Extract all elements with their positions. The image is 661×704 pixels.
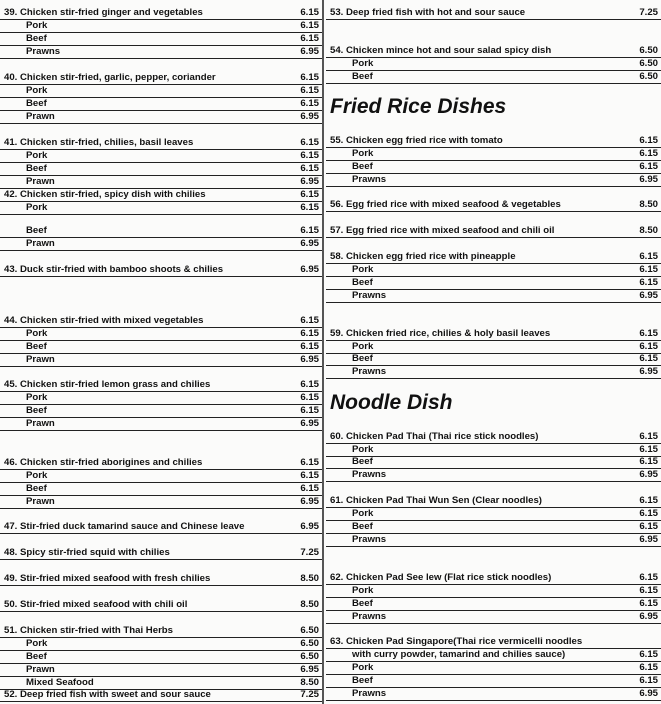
menu-variant-row	[326, 648, 661, 662]
price: 6.15	[300, 470, 319, 481]
price: 6.95	[639, 469, 658, 480]
dish-name: 58. Chicken egg fried rice with pineapple	[330, 251, 516, 262]
price: 6.15	[300, 483, 319, 494]
price: 6.15	[300, 20, 319, 31]
dish-name: 55. Chicken egg fried rice with tomato	[330, 135, 503, 146]
price: 6.15	[300, 98, 319, 109]
variant-name: Pork	[26, 470, 48, 481]
variant-name: Pork	[352, 341, 374, 352]
variant-name: Prawns	[352, 611, 387, 622]
menu-item-row	[0, 188, 322, 202]
menu-variant-row	[326, 584, 661, 598]
variant-name: Prawn	[26, 176, 55, 187]
price: 6.15	[300, 328, 319, 339]
price: 6.15	[639, 161, 658, 172]
variant-name: Beef	[352, 277, 373, 288]
menu-variant-row	[326, 173, 661, 187]
price: 6.15	[639, 251, 658, 262]
price: 7.25	[639, 7, 658, 18]
variant-name: Pork	[352, 662, 374, 673]
menu-item-row	[0, 314, 322, 328]
menu-variant-row	[326, 70, 661, 84]
menu-item-row	[0, 624, 322, 638]
dish-name: 40. Chicken stir-fried, garlic, pepper, coriander	[4, 72, 216, 83]
price: 6.15	[300, 315, 319, 326]
column-divider	[322, 0, 324, 704]
dish-name: 46. Chicken stir-fried aborigines and chilies	[4, 457, 203, 468]
variant-name: Beef	[352, 598, 373, 609]
variant-name: Pork	[352, 508, 374, 519]
price: 6.15	[639, 353, 658, 364]
variant-name: Prawns	[352, 688, 387, 699]
menu-item-row	[0, 688, 322, 702]
price: 6.15	[300, 72, 319, 83]
price: 8.50	[300, 573, 319, 584]
price: 6.95	[300, 111, 319, 122]
price: 6.15	[639, 572, 658, 583]
menu-item-row	[326, 635, 661, 649]
menu-variant-row	[326, 276, 661, 290]
menu-variant-row	[0, 32, 322, 46]
heading-noodle-dish: Noodle Dish	[330, 391, 453, 414]
menu-variant-row	[0, 663, 322, 677]
price: 6.15	[639, 341, 658, 352]
menu-variant-row	[326, 610, 661, 624]
price: 6.15	[639, 675, 658, 686]
dish-name: 41. Chicken stir-fried, chilies, basil leaves	[4, 137, 194, 148]
variant-name: Pork	[352, 264, 374, 275]
menu-item-row	[0, 6, 322, 20]
price: 6.15	[300, 379, 319, 390]
menu-variant-row	[326, 263, 661, 277]
price: 6.15	[300, 163, 319, 174]
menu-variant-row	[0, 175, 322, 189]
price: 6.15	[639, 649, 658, 660]
price: 6.15	[639, 135, 658, 146]
variant-name: Beef	[352, 675, 373, 686]
variant-name: Prawns	[352, 174, 387, 185]
price: 6.15	[639, 456, 658, 467]
menu-variant-row	[326, 687, 661, 701]
price: 6.95	[639, 174, 658, 185]
variant-name: Beef	[26, 405, 47, 416]
price: 6.15	[639, 662, 658, 673]
heading-fried-rice-dishes: Fried Rice Dishes	[330, 95, 507, 118]
variant-name: Beef	[26, 163, 47, 174]
variant-name: Beef	[26, 33, 47, 44]
menu-variant-row	[326, 661, 661, 675]
price: 6.95	[300, 354, 319, 365]
price: 6.95	[300, 238, 319, 249]
menu-item-row	[326, 44, 661, 58]
price: 6.15	[300, 457, 319, 468]
menu-item-row	[326, 494, 661, 508]
dish-name: 49. Stir-fried mixed seafood with fresh chilies	[4, 573, 211, 584]
variant-name: Prawns	[352, 290, 387, 301]
price: 6.50	[639, 45, 658, 56]
price: 6.95	[639, 611, 658, 622]
variant-name: Pork	[26, 392, 48, 403]
dish-name: 45. Chicken stir-fried lemon grass and chilies	[4, 379, 211, 390]
left-menu-column	[0, 0, 322, 704]
price: 6.15	[300, 189, 319, 200]
menu-item-row	[0, 520, 322, 534]
menu-item-row	[0, 598, 322, 612]
price: 6.95	[639, 534, 658, 545]
variant-name: Beef	[26, 483, 47, 494]
menu-variant-row	[0, 162, 322, 176]
variant-name: Pork	[26, 202, 48, 213]
variant-name: Pork	[26, 328, 48, 339]
menu-variant-row	[0, 469, 322, 483]
menu-variant-row	[0, 650, 322, 664]
menu-variant-row	[0, 97, 322, 111]
dish-name: 47. Stir-fried duck tamarind sauce and Chinese leave	[4, 521, 245, 532]
dish-name: 60. Chicken Pad Thai (Thai rice stick noodles)	[330, 431, 539, 442]
variant-name: Pork	[26, 20, 48, 31]
variant-name: Prawns	[352, 469, 387, 480]
price: 6.15	[639, 521, 658, 532]
price: 6.15	[639, 508, 658, 519]
price: 6.15	[639, 264, 658, 275]
variant-name: Beef	[26, 341, 47, 352]
price: 8.50	[639, 199, 658, 210]
menu-variant-row	[0, 45, 322, 59]
price: 6.15	[300, 405, 319, 416]
menu-item-row	[326, 571, 661, 585]
menu-item-row	[0, 572, 322, 586]
right-menu-column	[326, 0, 661, 704]
dish-name: 44. Chicken stir-fried with mixed vegetables	[4, 315, 204, 326]
dish-name: 57. Egg fried rice with mixed seafood and chili oil	[330, 225, 555, 236]
price: 6.15	[300, 392, 319, 403]
variant-name: Mixed Seafood	[26, 677, 94, 688]
variant-name: Pork	[352, 585, 374, 596]
price: 6.15	[300, 202, 319, 213]
menu-variant-row	[0, 391, 322, 405]
variant-name: Prawn	[26, 496, 55, 507]
variant-name: Prawn	[26, 354, 55, 365]
price: 6.95	[300, 496, 319, 507]
menu-variant-row	[326, 365, 661, 379]
menu-variant-row	[0, 417, 322, 431]
menu-variant-row	[0, 237, 322, 251]
price: 6.95	[639, 366, 658, 377]
price: 6.15	[639, 495, 658, 506]
variant-name: Prawn	[26, 664, 55, 675]
menu-variant-row	[0, 327, 322, 341]
price: 6.50	[639, 71, 658, 82]
dish-name: 39. Chicken stir-fried ginger and vegetables	[4, 7, 203, 18]
menu-item-row	[0, 378, 322, 392]
menu-variant-row	[326, 57, 661, 71]
dish-name: 54. Chicken mince hot and sour salad spicy dish	[330, 45, 552, 56]
menu-item-row	[326, 6, 661, 20]
variant-name: Beef	[352, 521, 373, 532]
dish-name: 42. Chicken stir-fried, spicy dish with chilies	[4, 189, 206, 200]
menu-variant-row	[326, 289, 661, 303]
menu-item-row	[326, 430, 661, 444]
menu-item-row	[0, 71, 322, 85]
variant-name: Pork	[26, 638, 48, 649]
price: 6.15	[300, 341, 319, 352]
menu-item-row	[0, 136, 322, 150]
price: 6.95	[300, 176, 319, 187]
menu-variant-row	[0, 110, 322, 124]
menu-item-row	[326, 198, 661, 212]
dish-name: 53. Deep fried fish with hot and sour sauce	[330, 7, 526, 18]
menu-variant-row	[0, 19, 322, 33]
variant-name: with curry powder, tamarind and chilies sauce)	[352, 649, 566, 660]
price: 6.15	[300, 85, 319, 96]
price: 8.50	[300, 677, 319, 688]
price: 6.15	[639, 328, 658, 339]
price: 6.95	[300, 46, 319, 57]
menu-variant-row	[0, 201, 322, 215]
variant-name: Prawn	[26, 238, 55, 249]
dish-name: 59. Chicken fried rice, chilies & holy basil leaves	[330, 328, 551, 339]
variant-name: Prawn	[26, 111, 55, 122]
variant-name: Prawn	[26, 418, 55, 429]
menu-variant-row	[326, 455, 661, 469]
price: 6.15	[639, 277, 658, 288]
variant-name: Pork	[352, 444, 374, 455]
price: 6.95	[300, 264, 319, 275]
price: 6.95	[639, 290, 658, 301]
variant-name: Pork	[352, 148, 374, 159]
menu-variant-row	[0, 84, 322, 98]
menu-variant-row	[326, 674, 661, 688]
variant-name: Pork	[352, 58, 374, 69]
menu-variant-row	[0, 637, 322, 651]
menu-variant-row	[0, 353, 322, 367]
price: 6.15	[300, 7, 319, 18]
variant-name: Prawns	[26, 46, 61, 57]
menu-item-row	[326, 224, 661, 238]
dish-name: 63. Chicken Pad Singapore(Thai rice vermicelli noodles	[330, 636, 583, 647]
menu-variant-row	[0, 482, 322, 496]
price: 6.50	[300, 625, 319, 636]
variant-name: Beef	[352, 456, 373, 467]
variant-name: Pork	[26, 85, 48, 96]
menu-variant-row	[326, 160, 661, 174]
price: 7.25	[300, 689, 319, 700]
price: 6.50	[300, 638, 319, 649]
variant-name: Beef	[26, 98, 47, 109]
price: 6.15	[639, 148, 658, 159]
dish-name: 56. Egg fried rice with mixed seafood & vegetables	[330, 199, 561, 210]
dish-name: 52. Deep fried fish with sweet and sour sauce	[4, 689, 211, 700]
variant-name: Beef	[352, 353, 373, 364]
menu-item-row	[0, 263, 322, 277]
menu-variant-row	[0, 224, 322, 238]
menu-variant-row	[326, 597, 661, 611]
price: 6.15	[639, 598, 658, 609]
menu-variant-row	[0, 404, 322, 418]
variant-name: Beef	[352, 71, 373, 82]
price: 6.15	[639, 444, 658, 455]
variant-name: Beef	[352, 161, 373, 172]
price: 6.95	[300, 521, 319, 532]
menu-variant-row	[326, 147, 661, 161]
menu-variant-row	[326, 468, 661, 482]
dish-name: 50. Stir-fried mixed seafood with chili oil	[4, 599, 188, 610]
variant-name: Pork	[26, 150, 48, 161]
price: 6.15	[300, 33, 319, 44]
price: 7.25	[300, 547, 319, 558]
price: 6.15	[300, 225, 319, 236]
menu-variant-row	[0, 495, 322, 509]
menu-variant-row	[326, 507, 661, 521]
menu-item-row	[0, 456, 322, 470]
variant-name: Prawns	[352, 366, 387, 377]
menu-item-row	[326, 134, 661, 148]
dish-name: 48. Spicy stir-fried squid with chilies	[4, 547, 170, 558]
menu-item-row	[326, 250, 661, 264]
price: 6.15	[300, 150, 319, 161]
price: 6.50	[639, 58, 658, 69]
price: 6.50	[300, 651, 319, 662]
price: 6.95	[300, 664, 319, 675]
variant-name: Beef	[26, 225, 47, 236]
variant-name: Beef	[26, 651, 47, 662]
price: 6.15	[300, 137, 319, 148]
dish-name: 43. Duck stir-fried with bamboo shoots & chilies	[4, 264, 224, 275]
price: 8.50	[300, 599, 319, 610]
dish-name: 62. Chicken Pad See lew (Flat rice stick noodles)	[330, 572, 552, 583]
menu-item-row	[0, 546, 322, 560]
price: 6.95	[300, 418, 319, 429]
menu-variant-row	[326, 533, 661, 547]
menu-variant-row	[0, 340, 322, 354]
menu-item-row	[326, 327, 661, 341]
variant-name: Prawns	[352, 534, 387, 545]
dish-name: 61. Chicken Pad Thai Wun Sen (Clear noodles)	[330, 495, 542, 506]
dish-name: 51. Chicken stir-fried with Thai Herbs	[4, 625, 173, 636]
price: 8.50	[639, 225, 658, 236]
menu-variant-row	[0, 149, 322, 163]
price: 6.15	[639, 585, 658, 596]
menu-variant-row	[326, 352, 661, 366]
price: 6.95	[639, 688, 658, 699]
menu-variant-row	[326, 520, 661, 534]
price: 6.15	[639, 431, 658, 442]
